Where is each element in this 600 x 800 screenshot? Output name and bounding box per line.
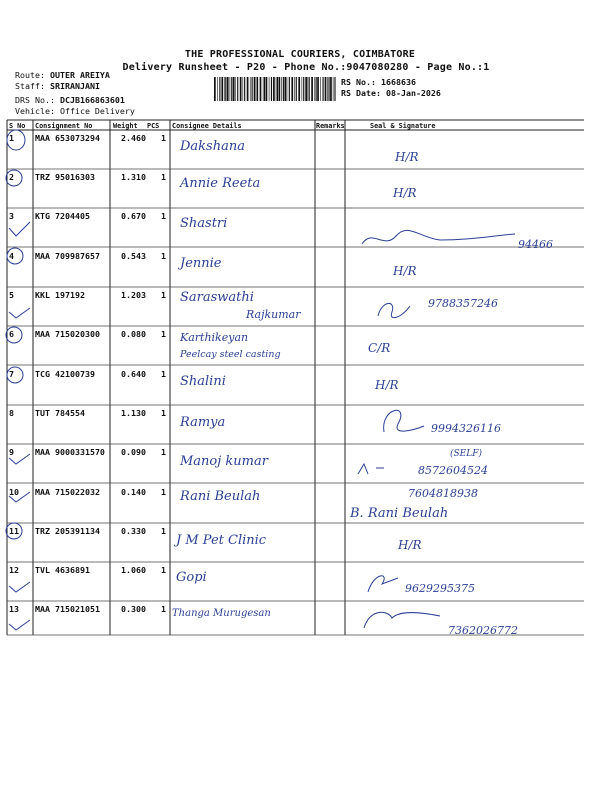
row-9-consignment: MAA 9000331570: [35, 447, 105, 457]
row-5-consignee-line2: Rajkumar: [246, 308, 301, 321]
col-sno: S No: [9, 122, 26, 130]
row-1-consignee: Dakshana: [180, 139, 245, 154]
vehicle-label: Vehicle:: [15, 106, 55, 116]
row-10-consignment: MAA 715022032: [35, 487, 100, 497]
drs-value: DCJB166863601: [59, 95, 125, 105]
runsheet-subtitle: Delivery Runsheet - P20 - Phone No.:9047080280 - Page No.:1: [122, 62, 490, 73]
row-13-signature: 7362026772: [448, 624, 518, 637]
route-label: Route:: [15, 70, 45, 80]
row-7-signature: H/R: [375, 378, 399, 392]
row-2-sno: 2: [9, 172, 14, 182]
row-4-consignment: MAA 709987657: [35, 251, 100, 261]
row-7-consignee: Shalini: [180, 374, 226, 389]
row-5-signature-scribble: [378, 303, 410, 317]
row-1-pcs: 1: [161, 133, 166, 143]
row-11-consignment: TRZ 205391134: [35, 526, 100, 536]
row-6-weight: 0.080: [121, 329, 146, 339]
row-8-consignee: Ramya: [180, 415, 226, 430]
row-13-tick-mark: [9, 620, 30, 630]
row-11-pcs: 1: [161, 526, 166, 536]
row-6-pcs: 1: [161, 329, 166, 339]
col-weight: Weight: [113, 122, 138, 130]
row-8-sno: 8: [9, 408, 14, 418]
rs-no-value: 1668636: [380, 77, 416, 87]
row-9-weight: 0.090: [121, 447, 146, 457]
company-title: THE PROFESSIONAL COURIERS, COIMBATORE: [184, 49, 416, 60]
row-9-consignee: Manoj kumar: [180, 454, 268, 469]
col-seal: Seal & Signature: [370, 122, 436, 130]
rs-date-line: [341, 88, 441, 98]
row-3-weight: 0.670: [121, 211, 146, 221]
route-line: [15, 70, 110, 81]
row-12-signature-scribble: [368, 576, 398, 592]
row-7-sno: 7: [9, 369, 14, 379]
vehicle-value: Office Delivery: [59, 106, 135, 116]
vehicle-line: [15, 106, 135, 117]
staff-label: Staff:: [15, 81, 45, 91]
row-9-sno: 9: [9, 447, 14, 457]
col-consignee: Consignee Details: [172, 122, 242, 130]
row-12-consignment: TVL 4636891: [35, 565, 90, 575]
row-6-sno: 6: [9, 329, 14, 339]
row-1-signature: H/R: [395, 150, 419, 164]
col-consignment: Consignment No: [35, 122, 93, 130]
row-5-weight: 1.203: [121, 290, 146, 300]
row-2-consignee: Annie Reeta: [180, 176, 261, 191]
row-2-weight: 1.310: [121, 172, 146, 182]
row-10-signature-name: B. Rani Beulah: [350, 506, 449, 521]
rs-no-line: [341, 77, 416, 87]
row-5-pcs: 1: [161, 290, 166, 300]
row-10-signature-phone: 7604818938: [408, 487, 478, 500]
drs-label: DRS No.:: [15, 95, 55, 105]
row-1-weight: 2.460: [121, 133, 146, 143]
row-13-weight: 0.300: [121, 604, 146, 614]
row-5-consignee-line1: Saraswathi: [180, 290, 254, 305]
row-5-tick-mark: [9, 308, 30, 318]
row-7-consignment: TCG 42100739: [35, 369, 95, 379]
row-7-pcs: 1: [161, 369, 166, 379]
row-12-pcs: 1: [161, 565, 166, 575]
rs-no-label: RS No.:: [341, 77, 376, 87]
row-9-signature-scribble: [358, 464, 384, 474]
row-3-consignment: KTG 7204405: [35, 211, 90, 221]
row-12-consignee: Gopi: [176, 570, 207, 585]
row-6-signature: C/R: [368, 341, 391, 355]
row-2-pcs: 1: [161, 172, 166, 182]
row-1-consignment: MAA 653073294: [35, 133, 100, 143]
row-13-signature-scribble: [364, 612, 440, 628]
barcode: [214, 77, 338, 101]
route-value: OUTER AREIYA: [49, 70, 110, 80]
row-3-sno: 3: [9, 211, 14, 221]
row-3-signature: 94466: [518, 238, 553, 251]
row-9-signature-phone: 8572604524: [418, 464, 488, 477]
row-2-consignment: TRZ 95016303: [35, 172, 95, 182]
row-1-sno: 1: [9, 133, 14, 143]
row-10-pcs: 1: [161, 487, 166, 497]
row-3-consignee: Shastri: [180, 216, 228, 231]
row-11-consignee: J M Pet Clinic: [176, 533, 267, 548]
row-8-consignment: TUT 784554: [35, 408, 85, 418]
row-9-signature-self: (SELF): [450, 449, 482, 459]
row-4-signature: H/R: [393, 264, 417, 278]
row-8-weight: 1.130: [121, 408, 146, 418]
row-9-pcs: 1: [161, 447, 166, 457]
row-13-consignee: Thanga Murugesan: [172, 608, 271, 619]
staff-line: [15, 81, 100, 92]
row-6-consignee-line1: Karthikeyan: [180, 331, 249, 344]
row-8-signature: 9994326116: [431, 422, 501, 435]
row-5-sno: 5: [9, 290, 14, 300]
row-10-weight: 0.140: [121, 487, 146, 497]
rs-date-value: 08-Jan-2026: [385, 88, 441, 98]
row-12-weight: 1.060: [121, 565, 146, 575]
row-11-weight: 0.330: [121, 526, 146, 536]
row-11-signature: H/R: [398, 538, 422, 552]
row-5-consignment: KKL 197192: [35, 290, 85, 300]
row-6-consignee-line2: Peelcay steel casting: [180, 349, 281, 360]
row-2-signature: H/R: [393, 186, 417, 200]
row-4-pcs: 1: [161, 251, 166, 261]
row-10-consignee: Rani Beulah: [180, 489, 261, 504]
col-remarks: Remarks: [316, 122, 345, 130]
row-13-pcs: 1: [161, 604, 166, 614]
row-3-tick-mark: [9, 222, 30, 236]
staff-value: SRIRANJANI: [49, 81, 100, 91]
row-6-consignment: MAA 715020300: [35, 329, 100, 339]
row-7-weight: 0.640: [121, 369, 146, 379]
row-12-signature: 9629295375: [405, 582, 475, 595]
row-4-weight: 0.543: [121, 251, 146, 261]
row-13-sno: 13: [9, 604, 19, 614]
rs-date-label: RS Date:: [341, 88, 381, 98]
drs-line: [15, 95, 125, 106]
row-12-sno: 12: [9, 565, 19, 575]
row-8-pcs: 1: [161, 408, 166, 418]
row-5-signature: 9788357246: [428, 297, 498, 310]
row-11-sno: 11: [9, 526, 19, 536]
row-12-tick-mark: [9, 582, 30, 592]
row-3-signature-scribble: [362, 230, 515, 244]
row-10-sno: 10: [9, 487, 19, 497]
col-pcs: PCS: [147, 122, 160, 130]
row-3-pcs: 1: [161, 211, 166, 221]
row-4-consignee: Jennie: [180, 256, 222, 271]
row-4-sno: 4: [9, 251, 14, 261]
row-8-signature-scribble: [384, 410, 424, 432]
row-13-consignment: MAA 715021051: [35, 604, 100, 614]
